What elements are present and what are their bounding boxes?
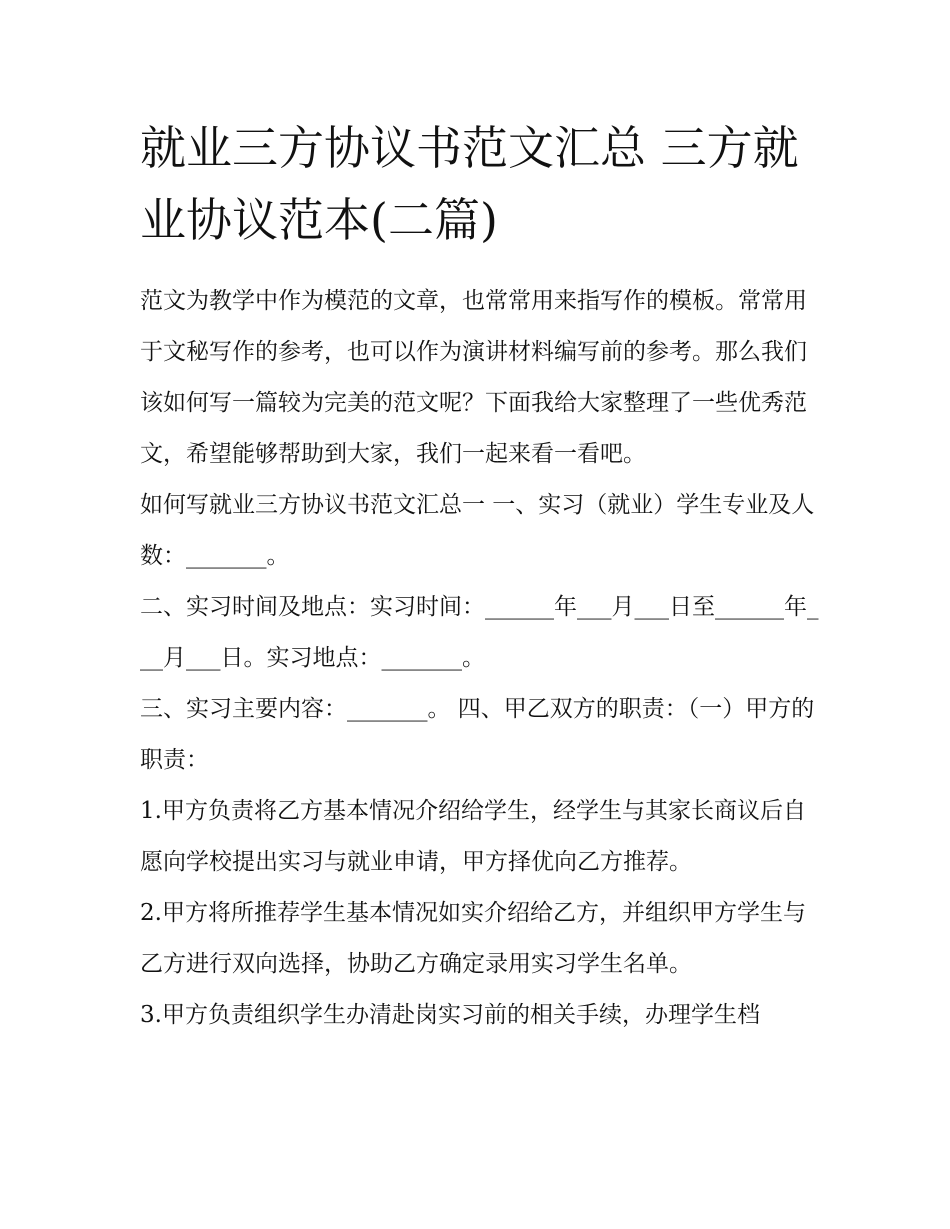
paragraph-item-3: 3.甲方负责组织学生办清赴岗实习前的相关手续，办理学生档 xyxy=(140,1002,760,1028)
paragraph-item-1: 1.甲方负责将乙方基本情况介绍给学生，经学生与其家长商议后自愿向学校提出实习与就业申请，甲方择优向乙方推荐。 xyxy=(140,798,806,875)
paragraph-section-2: 二、实习时间及地点：实习时间：______年___月___日至______年___月___日。实习地点：_______。 xyxy=(140,594,819,671)
paragraph-section-3-4: 三、实习主要内容：_______。 四、甲乙双方的职责：（一）甲方的职责： xyxy=(140,696,815,773)
paragraph-item-2: 2.甲方将所推荐学生基本情况如实介绍给乙方，并组织甲方学生与乙方进行双向选择，协助乙方确定录用实习学生名单。 xyxy=(140,900,806,977)
paragraph-section-1: 如何写就业三方协议书范文汇总一 一、实习（就业）学生专业及人数：_______。 xyxy=(140,492,815,569)
document-body xyxy=(140,276,820,1041)
document-title: 就业三方协议书范文汇总 三方就业协议范本(二篇) xyxy=(140,121,799,247)
paragraph-intro: 范文为教学中作为模范的文章，也常常用来指写作的模板。常常用于文秘写作的参考，也可以作为演讲材料编写前的参考。那么我们该如何写一篇较为完美的范文呢？下面我给大家整理了一些优秀范文，希望能够帮助到大家，我们一起来看一看吧。 xyxy=(140,288,807,467)
